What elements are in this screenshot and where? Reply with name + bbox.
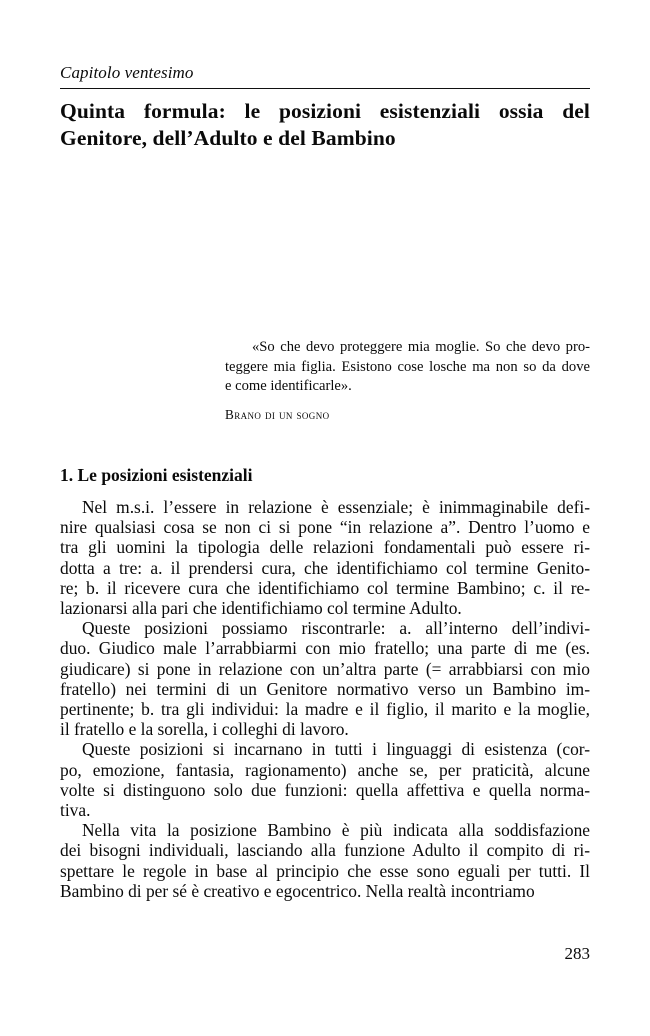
text-line: giudicare) si pone in relazione con un’altra parte (= arrabbiarsi con mio bbox=[60, 658, 590, 679]
text-line: nire qualsiasi cosa se non ci si pone “in relazione a”. Dentro l’uomo e bbox=[60, 517, 590, 538]
text-line: fratello) nei termini di un Genitore normativo verso un Bambino im- bbox=[60, 678, 590, 699]
chapter-title bbox=[60, 98, 590, 152]
epigraph-line: e come identificarle». bbox=[225, 378, 352, 394]
chapter-title-line: Genitore, dell’Adulto e del Bambino bbox=[60, 126, 396, 150]
paragraph bbox=[60, 497, 590, 618]
epigraph-line: «So che devo proteggere mia moglie. So che devo pro- bbox=[252, 339, 590, 355]
text-line: Nel m.s.i. l’essere in relazione è essenziale; è inimmaginabile defi- bbox=[82, 497, 590, 517]
paragraph bbox=[60, 618, 590, 739]
text-line: pertinente; b. tra gli individui: la madre e il figlio, il marito e la moglie, bbox=[60, 699, 590, 720]
body-text bbox=[60, 497, 590, 901]
text-line: spettare le regole in base al principio che esse sono eguali per tutti. Il bbox=[60, 860, 590, 881]
text-line: Queste posizioni si incarnano in tutti i linguaggi di esistenza (cor- bbox=[82, 739, 590, 760]
text-line: dei bisogni individuali, lasciando alla funzione Adulto il compito di ri- bbox=[60, 840, 590, 861]
text-line: Nella vita la posizione Bambino è più indicata alla soddisfazione bbox=[82, 820, 590, 841]
text-line: tiva. bbox=[60, 800, 91, 821]
text-line: po, emozione, fantasia, ragionamento) anche se, per praticità, alcune bbox=[60, 759, 590, 780]
epigraph-attribution: Brano di un sogno bbox=[225, 406, 330, 422]
paragraph bbox=[60, 820, 590, 901]
text-line: tra gli uomini la tipologia delle relazioni fondamentali può essere ri- bbox=[60, 537, 590, 558]
text-line: dotta a tre: a. il prendersi cura, che identifichiamo col termine Genito- bbox=[60, 557, 590, 578]
title-divider bbox=[60, 88, 590, 89]
paragraph bbox=[60, 739, 590, 820]
text-line: duo. Giudico male l’arrabbiarmi con mio fratello; una parte di me (es. bbox=[60, 638, 590, 659]
text-line: re; b. il ricevere cura che identifichiamo col termine Bambino; c. il re- bbox=[60, 577, 590, 598]
running-chapter-label: Capitolo ventesimo bbox=[60, 63, 194, 82]
text-line: Bambino di per sé è creativo e egocentrico. Nella realtà incontriamo bbox=[60, 880, 535, 901]
text-line: lazionarsi alla pari che identifichiamo col termine Adulto. bbox=[60, 598, 462, 619]
text-line: Queste posizioni possiamo riscontrarle: a. all’interno dell’indivi- bbox=[82, 618, 590, 639]
page-number: 283 bbox=[564, 944, 590, 963]
text-line: il fratello e la sorella, i colleghi di lavoro. bbox=[60, 719, 349, 740]
book-page bbox=[60, 0, 590, 1036]
epigraph-block bbox=[225, 338, 590, 424]
text-line: volte si distinguono solo due funzioni: quella affettiva e quella norma- bbox=[60, 779, 590, 800]
epigraph-line: teggere mia figlia. Esistono cose losche ma non so da dove bbox=[225, 358, 590, 375]
section-heading: 1. Le posizioni esistenziali bbox=[60, 464, 253, 485]
chapter-title-line: Quinta formula: le posizioni esistenziali ossia del bbox=[60, 99, 590, 123]
